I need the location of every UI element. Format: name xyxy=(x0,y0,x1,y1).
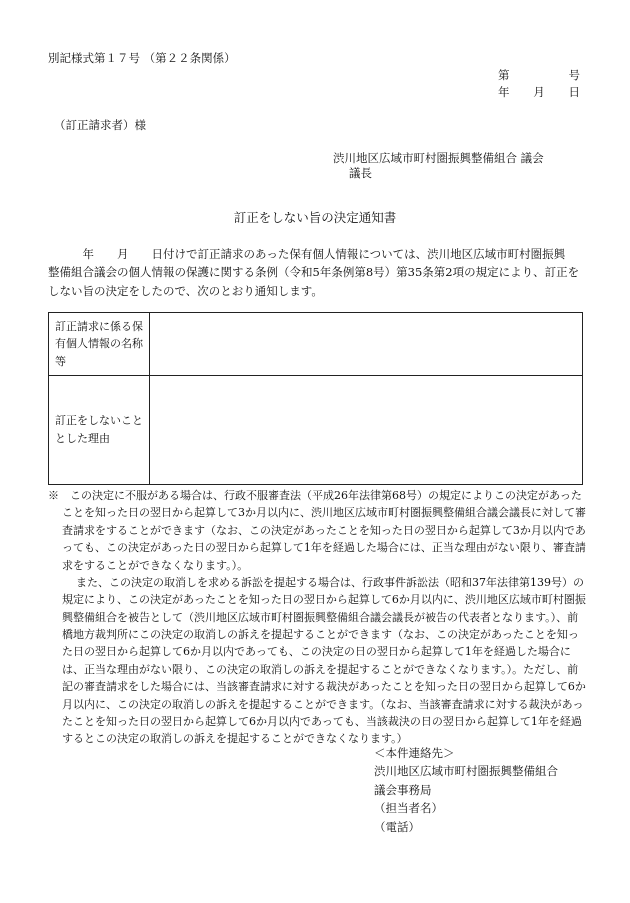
date-month: 月 xyxy=(533,85,545,99)
sender-title: 議長 xyxy=(349,166,372,180)
document-title: 訂正をしない旨の決定通知書 xyxy=(233,210,397,225)
contact-dept: 議会事務局 xyxy=(374,782,432,797)
form-label: 別記様式第１７号 （第２２条関係） xyxy=(48,51,236,65)
sender-org: 渋川地区広域市町村圏振興整備組合 議会 xyxy=(333,151,544,165)
contact-block xyxy=(374,744,558,836)
note-appeal: ※ この決定に不服がある場合は、行政不服審査法（平成26年法律第68号）の規定によりこの決定があったことを知った日の翌日から起算して3か月以内に、渋川地区広域市町村圏振興整備組合議会議長に対して審査請求をすることができます（なお、この決定があったことを知った日の翌日から起算して3か月以内であっても、この決定があった日の翌日から起算して1年を経過した場合には、正当な理由がない限り、審査請求をすることができなくなります。）。 xyxy=(48,489,586,572)
document-number xyxy=(498,67,580,85)
number-prefix: 第 xyxy=(498,68,510,82)
info-name-value xyxy=(150,313,583,376)
document-date xyxy=(498,84,580,102)
contact-org: 渋川地区広域市町村圏振興整備組合 xyxy=(374,764,558,779)
body-line-2: 整備組合議会の個人情報の保護に関する条例（令和5年条例第8号）第35条第2項の規定により、訂正を xyxy=(48,265,580,280)
number-suffix: 号 xyxy=(568,68,580,82)
body-line-3: しない旨の決定をしたので、次のとおり通知します。 xyxy=(48,283,323,298)
contact-person: （担当者名） xyxy=(374,801,443,816)
note-lawsuit: また、この決定の取消しを求める訴訟を提起する場合は、行政事件訴訟法（昭和37年法律第139号）の規定により、この決定があったことを知った日の翌日から起算して6か月以内に、渋川地区広域市町村圏振興整備組合を被告として（渋川地区広域市町村圏振興整備組合議会議長が被告の代表者となります。）、前橋地方裁判所にこの決定の取消しの訴えを提起することができます（なお、この決定があったことを知った日の翌日から起算して6か月以内であっても、この決定の日の翌日から起算して1年を経過した場合には、正当な理由がない限り、この決定の取消しの訴えを提起することができなくなります。）。ただし、前記の審査請求をした場合には、当該審査請求に対する裁決があったことを知った日の翌日から起算して6か月以内に、この決定の取消しの訴えを提起することができます。（なお、当該審査請求に対する裁決があったことを知った日の翌日から起算して6か月以内であっても、当該裁決の日の翌日から起算して1年を経過するとこの決定の取消しの訴えを提起することができなくなります。） xyxy=(62,575,586,746)
info-name-label: 訂正請求に係る保有個人情報の名称等 xyxy=(49,313,150,376)
reason-value xyxy=(150,376,583,485)
date-day: 日 xyxy=(568,85,580,99)
table-row-reason xyxy=(49,376,583,485)
notes-section xyxy=(48,487,586,748)
recipient: （訂正請求者）様 xyxy=(54,118,146,132)
contact-heading: ＜本件連絡先＞ xyxy=(374,746,455,760)
reason-label: 訂正をしないこととした理由 xyxy=(49,376,150,485)
body-line-1: 年 月 日付けで訂正請求のあった保有個人情報については、渋川地区広域市町村圏振興 xyxy=(48,247,566,261)
contact-phone: （電話） xyxy=(374,819,420,834)
body-paragraph xyxy=(48,245,583,300)
date-year: 年 xyxy=(498,85,510,99)
info-table xyxy=(48,312,583,485)
table-row-info-name xyxy=(49,313,583,376)
